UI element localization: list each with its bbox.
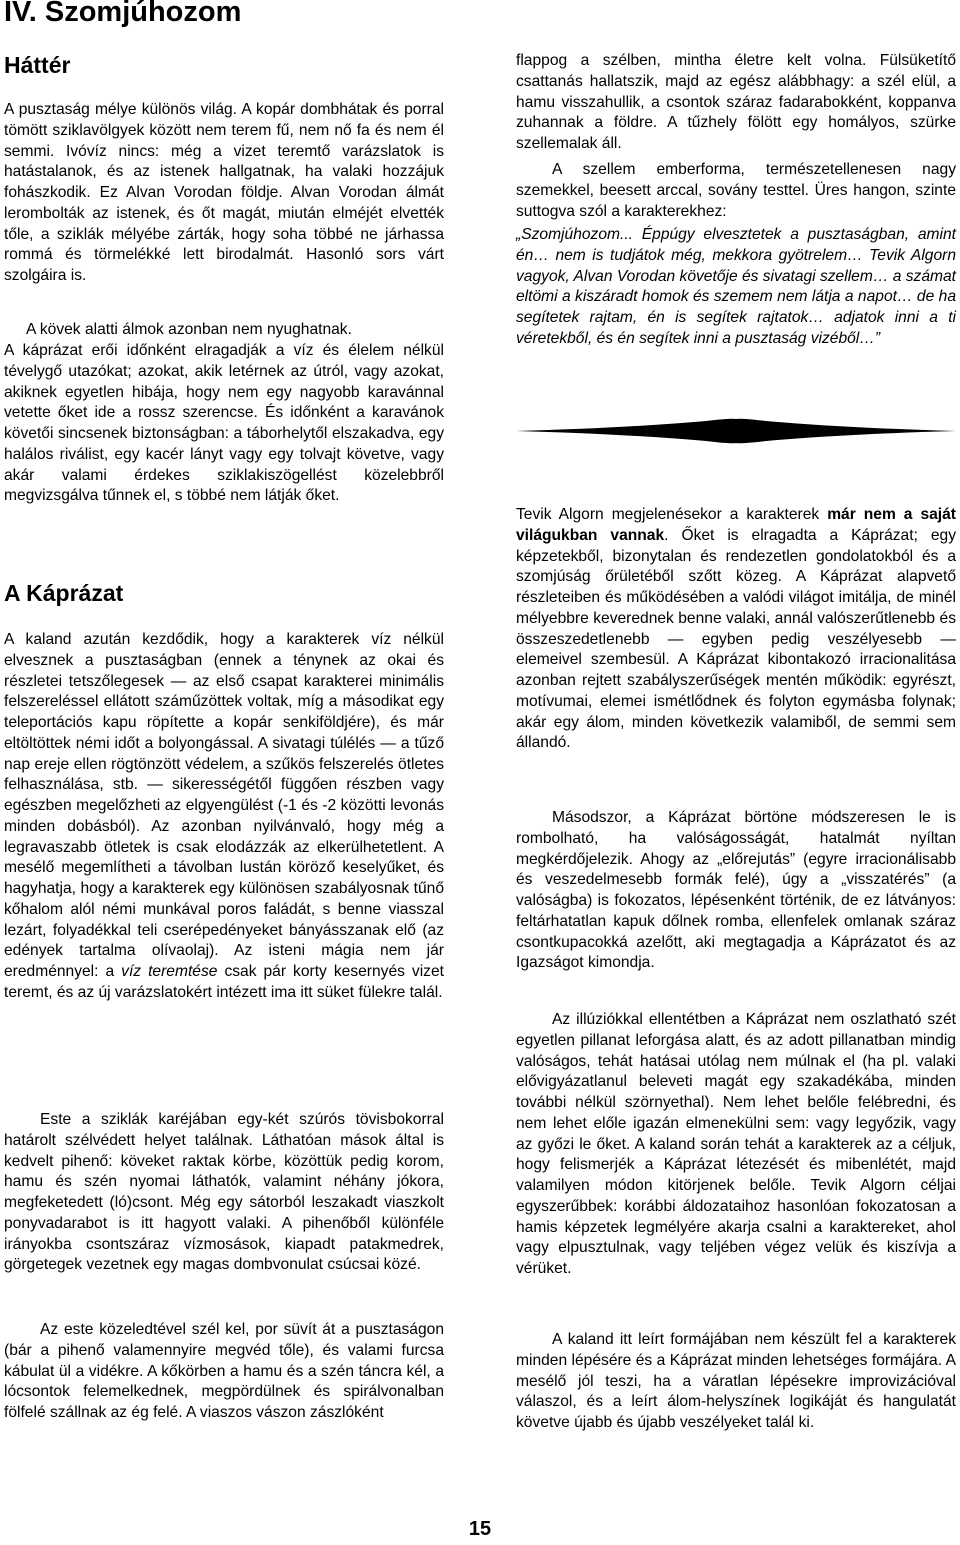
ghost-quote: „Szomjúhozom... Éppúgy elvesztetek a pusztaságban, amint én… nem is tudjátok még, mekkora gyötrelem… Tevik Algorn vagyok, Alvan Vorodan követője és sivatagi szellem… a számat eltömi a kiszáradt homok és szemem nem látja a napot… de ha segítetek rajtam, én is segítek rajtatok… adjatok inni a ti véretekből, és én segítek inni a pusztaság vizéből…” — [516, 226, 957, 347]
paragraph-adventure-start — [4, 630, 444, 1004]
paragraph-dreams: A kövek alatti álmok azonban nem nyughatnak. — [26, 321, 352, 338]
chapter-title: IV. Szomjúhozom — [4, 0, 242, 28]
paragraph-kaprazat-intro — [516, 505, 956, 754]
paragraph-kaprazat-forces: A káprázat erői időnként elragadják a víz és élelem nélkül tévelygő utazókat; azokat, akik letérnek az útról, vagy azokat, akiknek egyetlen hibája, hogy nem egy nagyobb karavánnal vetette őket ide a rossz szerencse. És időnként a karavánok követői sincsenek biztonságban: a táborhelytől elszakadva, egy halálos riválist, egy kacér lányt vagy egy tolvajt követve, vagy akár valami érdekes sziklakiszögellést közelebbről megvizsgálva tűnnek el, s többé nem látják őket. — [4, 342, 444, 505]
paragraph-second: Másodszor, a Káprázat börtöne módszeresen le is rombolható, ha valóságosságát, hatalmát nyíltan megkérdőjelezik. Ahogy az „előrejutás” (egyre irracionálisabb és veszedelmesebb formák felé), úgy a „visszatérés” (a valóságba) is fokozatos, lépésenként történik, de ez látványos: feltárhatatlan kapuk dőlnek romba, ellenfelek omlanak száraz csontkupacokká azelőtt, aki megtagadja a Káprázatot és az Igazságot kimondja. — [516, 809, 956, 972]
paragraph-background: A pusztaság mélye különös világ. A kopár dombhátak és porral tömött sziklavölgyek között nem terem fű, nem nő fa és nem él semmi. Ivóvíz nincs: még a vizet teremtő varázslatok is hatástalanok, és az istenek hallgatnak, ha valaki hozzájuk fohászkodik. Ez Alvan Vorodan földje. Alvan Vorodan álmát lerombolták az istenek, és őt magát, miután elméjét elvették tőle, a sziklák mélyébe zárták, hogy soha többé ne járhassa rommá és törmelékké lett birodalmát. Hasonló sors várt szolgáira is. — [4, 101, 444, 284]
paragraph-wind: Az este közeledtével szél kel, por süvít át a pusztaságon (bár a pihenő valamennyire megvéd tőle), és valami furcsa kábulat ül a vidékre. A kőkörben a hamu és a szén táncra kél, a lócsontok felemelkednek, megpördülnek és spirálvonalban fölfelé szállnak az ég felé. A viaszos vászon zászlóként — [4, 1321, 444, 1421]
emphasis-not-own-world: már nem a saját világukban vannak — [516, 506, 956, 544]
paragraph-flapping: flappog a szélben, mintha életre kelt volna. Fülsüketítő csattanás hallatszik, majd az egész alábbhagy: a szél elül, a hamu visszahullik, a csontok száraz fadarabokként, koppanva zuhannak a földre. A tűzhely fölött egy homályos, szürke szellemalak áll. — [516, 52, 956, 152]
section-heading-hatter: Háttér — [4, 52, 71, 78]
paragraph-kaprazat-text-end: . Őket is elragadta a Káprázat; egy képzetekből, bizonytalan és rendezetlen gondolatokból és a szomjúság őrületéből szőtt közeg. A Káprázat alapvető részleteiben és működésében a valódi világot imitálja, de minél mélyebbre keverednek benne valaki, annál valószerűtlenebb és összeszedetlenebb — egyben pedig veszélyesebb — elemeivel szembesül. A Káprázat kibontakozó irracionalitása azonban rejtett szabályszerűségek mentén működik: egyrészt, motívumai, elemei ismétlődnek és folyton egymásba folynak; akár egy álom, minden következik valamiből, de semmi sem állandó. — [516, 526, 956, 752]
ornamental-divider — [516, 416, 956, 446]
paragraph-improvise: A kaland itt leírt formájában nem készült fel a karakterek minden lépésére és a Káprázat minden lehetséges formájára. A mesélő jól teszi, ha a váratlan lépésekre improvizációval válaszol, és a leírt álom-helyszínek logikáját és hangulatát követve újabb és újabb veszélyeket talál ki. — [516, 1331, 956, 1431]
paragraph-illusions: Az illúziókkal ellentétben a Káprázat nem oszlatható szét egyetlen pillanat leforgása alatt, és az adott pillanatban mindig valóságos, tehát hatásai utólag nem múlnak el (ha pl. valaki elővigyázatlanul beleveti magát egy szakadékába, minden további nélkül szörnyethal). Nem lehet belőle felébredni, és nem lehet előle igazán elmenekülni sem: vagy legyőzik, vagy az győzi le őket. A kaland során tehát a karakterek az a céljuk, hogy felismerjék a Káprázat létezését és mibenlétét, majd valamilyen módon kitörjenek belőle. Tevik Algorn céljai egyszerűbbek: korábbi áldozataihoz hasonlóan fokozatosan a hamis képzetek legmélyére akarja csalni a karaktereket, ahol vagy elpusztulnak, vagy teljében végez velük és kiszívja a vérüket. — [516, 1011, 956, 1277]
paragraph-evening-camp: Este a sziklák karéjában egy-két szúrós tövisbokorral határolt szélvédett helyet találnak. Láthatóan mások által is kedvelt pihenő: köveket raktak körbe, közöttük pedig korom, hamu és szén nyomai láthatók, valamint néhány jókora, megfeketedett (ló)csont. Még egy sátorból leszakadt viaszkolt ponyvadarabot is itt hagyott valaki. A pihenőből különféle irányokba csontszáraz vízmosások, kiapadt patakmedrek, görgetegek vezetnek egy magas dombvonulat csúcsai közé. — [4, 1111, 444, 1274]
paragraph-adventure-text-end: csak pár korty kesernyés vizet teremt, és az új varázslatokért intézett ima itt süket fülekre talál. — [4, 963, 444, 1001]
paragraph-adventure-text: A kaland azután kezdődik, hogy a karakterek víz nélkül elvesznek a pusztaságban (ennek a ténynek az okai és részletei tetszőlegesek — az első csapat karakterei minimális felszereléssel ellátott száműzöttek voltak, míg a másodikat egy teleportációs kapu röpítette a kopár senkiföldjére), és már eltöltöttek némi időt a bolyongással. A sivatagi túlélés — a tűző nap ereje ellen rögtönzött védelem, a szűkös felszerelés ötletes felhasználása, stb. — sikerességétől függően részben vagy egészben megelőzheti az elgyengülést (-1 és -2 közötti levonás minden dobásból). Az azonban nyilvánvaló, hogy még a legravaszabb ötletek is csak elodázzák az elkerülhetetlent. A mesélő megemlítheti a távolban lustán köröző keselyűket, és hagyhatja, hogy a karakterek egy különösen szabályosnak tűnő kőhalom alól némi munkával poros faládát, s benne viasszal lezárt, folyadékkal teli cserépedényeket bányásszanak elő (az edények tartalma olívaolaj). Az isteni mágia nem jár eredménnyel: a — [4, 631, 444, 980]
paragraph-kaprazat-text: Tevik Algorn megjelenésekor a karakterek — [516, 506, 828, 523]
page-number: 15 — [468, 1518, 492, 1540]
section-heading-kaprazat: A Káprázat — [4, 580, 124, 606]
paragraph-ghost: A szellem emberforma, természetellenesen nagy szemekkel, beesett arccal, sovány testtel. Üres hangon, szinte suttogva szól a karakterekhez: — [516, 161, 956, 220]
spell-name: víz teremtése — [121, 963, 218, 980]
